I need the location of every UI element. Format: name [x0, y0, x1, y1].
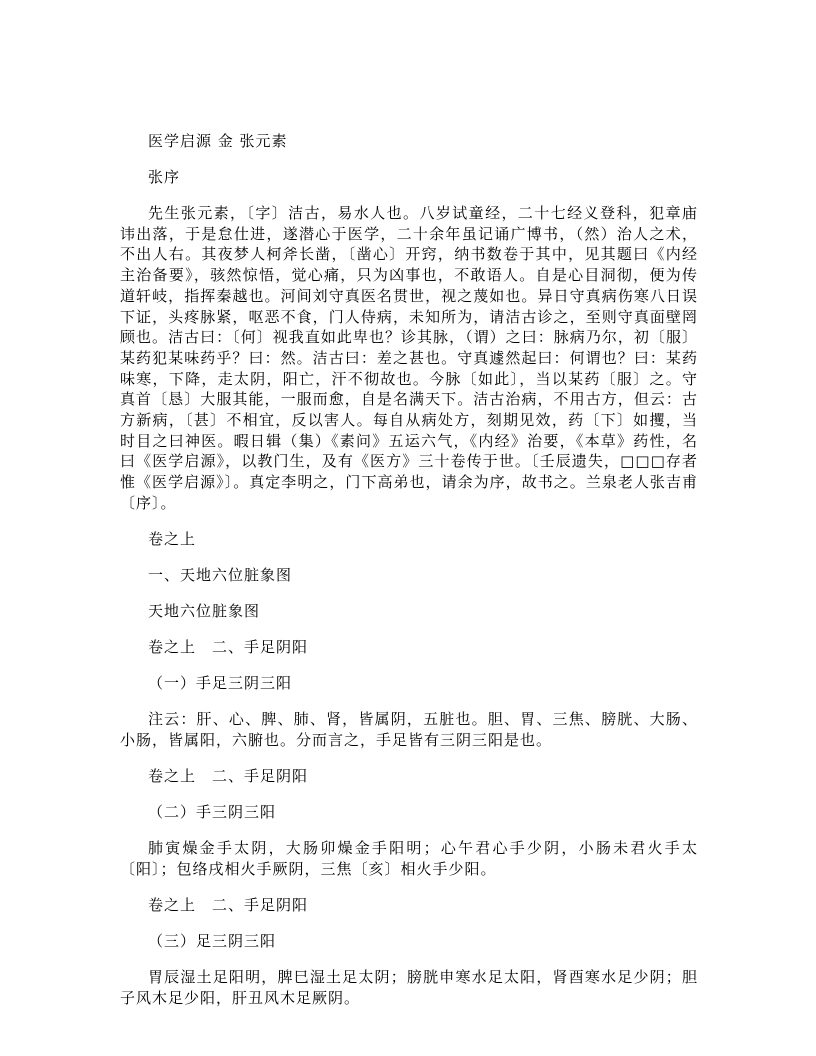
body-paragraph-2: 肺寅燥金手太阴，大肠卯燥金手阳明；心午君心手少阴，小肠未君火手太〔阳〕；包络戌相火手厥阴，三焦〔亥〕相火手少阳。 — [120, 838, 698, 878]
section-heading-preface: 张序 — [148, 168, 181, 186]
subsection-heading-3: （三）足三阴三阳 — [148, 931, 277, 950]
volume-heading: 卷之上 — [148, 530, 197, 549]
document-page — [120, 131, 698, 1024]
subsection-heading-2: （二）手三阴三阳 — [148, 802, 277, 821]
figure-caption: 天地六位脏象图 — [148, 602, 261, 621]
preface-paragraph: 先生张元素，〔字〕洁古，易水人也。八岁试童经，二十七经义登科，犯章庙讳出落，于是怠仕进，遂潜心于医学，二十余年虽记诵广博书，（然）治人之术，不出人右。其夜梦人柯斧长凿，〔凿心〕开窍，纳书数卷于其中，见其题曰《内经主治备要》，骇然惊悟，觉心痛，只为凶事也，不敢语人。自是心目洞彻，便为传道轩岐，指挥秦越也。河间刘守真医名贯世，视之蔑如也。异日守真病伤寒八日误下证，头疼脉紧，呕恶不食，门人侍病，未知所为，请洁古诊之，至则守真面壁罔顾也。洁古曰：〔何〕视我直如此卑也？诊其脉，（谓）之曰：脉病乃尔，初〔服〕某药犯某味药乎？曰：然。洁古曰：差之甚也。守真遽然起曰：何谓也？曰：某药味寒，下降，走太阴，阳亡，汗不彻故也。今脉〔如此〕，当以某药〔服〕之。守真首〔恳〕大服其能，一服而愈，自是名满天下。洁古治病，不用古方，但云：古方新病，〔甚〕不相宜，反以害人。每自从病处方，刻期见效，药〔下〕如攫，当时目之曰神医。暇日辑（集）《素问》五运六气，《内经》治要，《本草》药性，名曰《医学启源》，以教门生，及有《医方》三十卷传于世。〔壬辰遗失，□□□存者惟《医学启源》〕。真定李明之，门下高弟也，请余为序，故书之。兰泉老人张吉甫〔序〕。 — [120, 204, 698, 512]
body-paragraph-1: 注云：肝、心、脾、肺、肾，皆属阴，五脏也。胆、胃、三焦、膀胱、大肠、小肠，皆属阳，六腑也。分而言之，手足皆有三阴三阳是也。 — [120, 710, 698, 749]
chapter-heading-1: 一、天地六位脏象图 — [148, 566, 293, 585]
chapter-heading-2-repeat-b: 卷之上 二、手足阴阳 — [148, 895, 309, 914]
document-title: 医学启源 金 张元素 — [148, 132, 288, 150]
chapter-heading-2-repeat-a: 卷之上 二、手足阴阳 — [148, 766, 309, 785]
chapter-heading-2: 卷之上 二、手足阴阳 — [148, 638, 309, 657]
body-paragraph-3: 胃辰湿土足阳明，脾巳湿土足太阴；膀胱申寒水足太阳，肾酉寒水足少阴；胆子风木足少阳，肝丑风木足厥阴。 — [120, 967, 698, 1007]
subsection-heading-1: （一）手足三阴三阳 — [148, 674, 293, 693]
